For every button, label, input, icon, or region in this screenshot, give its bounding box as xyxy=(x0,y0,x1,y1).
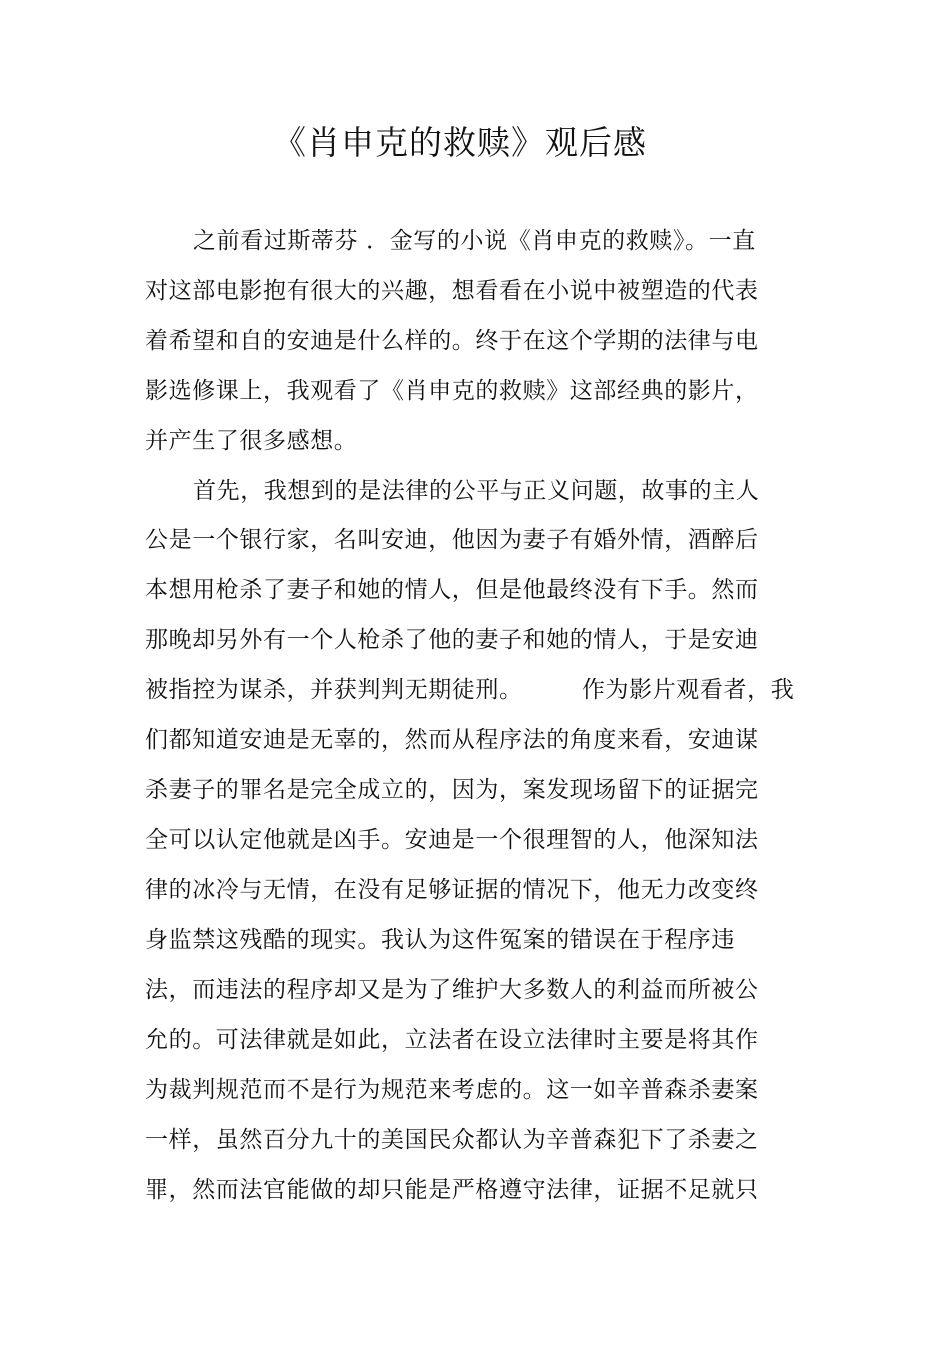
paragraph-line: 罪，然而法官能做的却只能是严格遵守法律，证据不足就只 xyxy=(145,1177,759,1203)
paragraph-line: 们都知道安迪是无辜的，然而从程序法的角度来看，安迪谋 xyxy=(145,727,759,753)
paragraph-line: 那晚却另外有一个人枪杀了他的妻子和她的情人，于是安迪 xyxy=(145,627,759,653)
document-title: 《肖申克的救赎》观后感 xyxy=(273,123,647,162)
paragraph-line: 影选修课上，我观看了《肖申克的救赎》这部经典的影片， xyxy=(145,378,759,404)
paragraph-line: 一样，虽然百分九十的美国民众都认为辛普森犯下了杀妻之 xyxy=(145,1127,759,1153)
paragraph-line: 杀妻子的罪名是完全成立的，因为，案发现场留下的证据完 xyxy=(145,777,759,803)
paragraph-line: 被指控为谋杀，并获判判无期徒刑。 作为影片观看者，我 xyxy=(145,677,795,703)
paragraph-line: 着希望和自的安迪是什么样的。终于在这个学期的法律与电 xyxy=(145,328,759,354)
paragraph-line: 全可以认定他就是凶手。安迪是一个很理智的人，他深知法 xyxy=(145,827,759,853)
paragraph-line: 公是一个银行家，名叫安迪，他因为妻子有婚外情，酒醉后 xyxy=(145,527,759,553)
paragraph-line: 法，而违法的程序却又是为了维护大多数人的利益而所被公 xyxy=(145,977,759,1003)
paragraph-line: 为裁判规范而不是行为规范来考虑的。这一如辛普森杀妻案 xyxy=(145,1077,759,1103)
paragraph-line: 允的。可法律就是如此，立法者在设立法律时主要是将其作 xyxy=(145,1027,759,1053)
paragraph-line: 并产生了很多感想。 xyxy=(145,428,358,454)
paragraph-line: 首先，我想到的是法律的公平与正义问题，故事的主人 xyxy=(193,478,760,504)
paragraph-line: 身监禁这残酷的现实。我认为这件冤案的错误在于程序违 xyxy=(145,927,735,953)
paragraph-line: 本想用枪杀了妻子和她的情人，但是他最终没有下手。然而 xyxy=(145,577,759,603)
paragraph-line: 之前看过斯蒂芬 ．金写的小说《肖申克的救赎》。一直 xyxy=(193,228,756,254)
paragraph-line: 律的冰冷与无情，在没有足够证据的情况下，他无力改变终 xyxy=(145,877,759,903)
paragraph-line: 对这部电影抱有很大的兴趣，想看看在小说中被塑造的代表 xyxy=(145,278,759,304)
